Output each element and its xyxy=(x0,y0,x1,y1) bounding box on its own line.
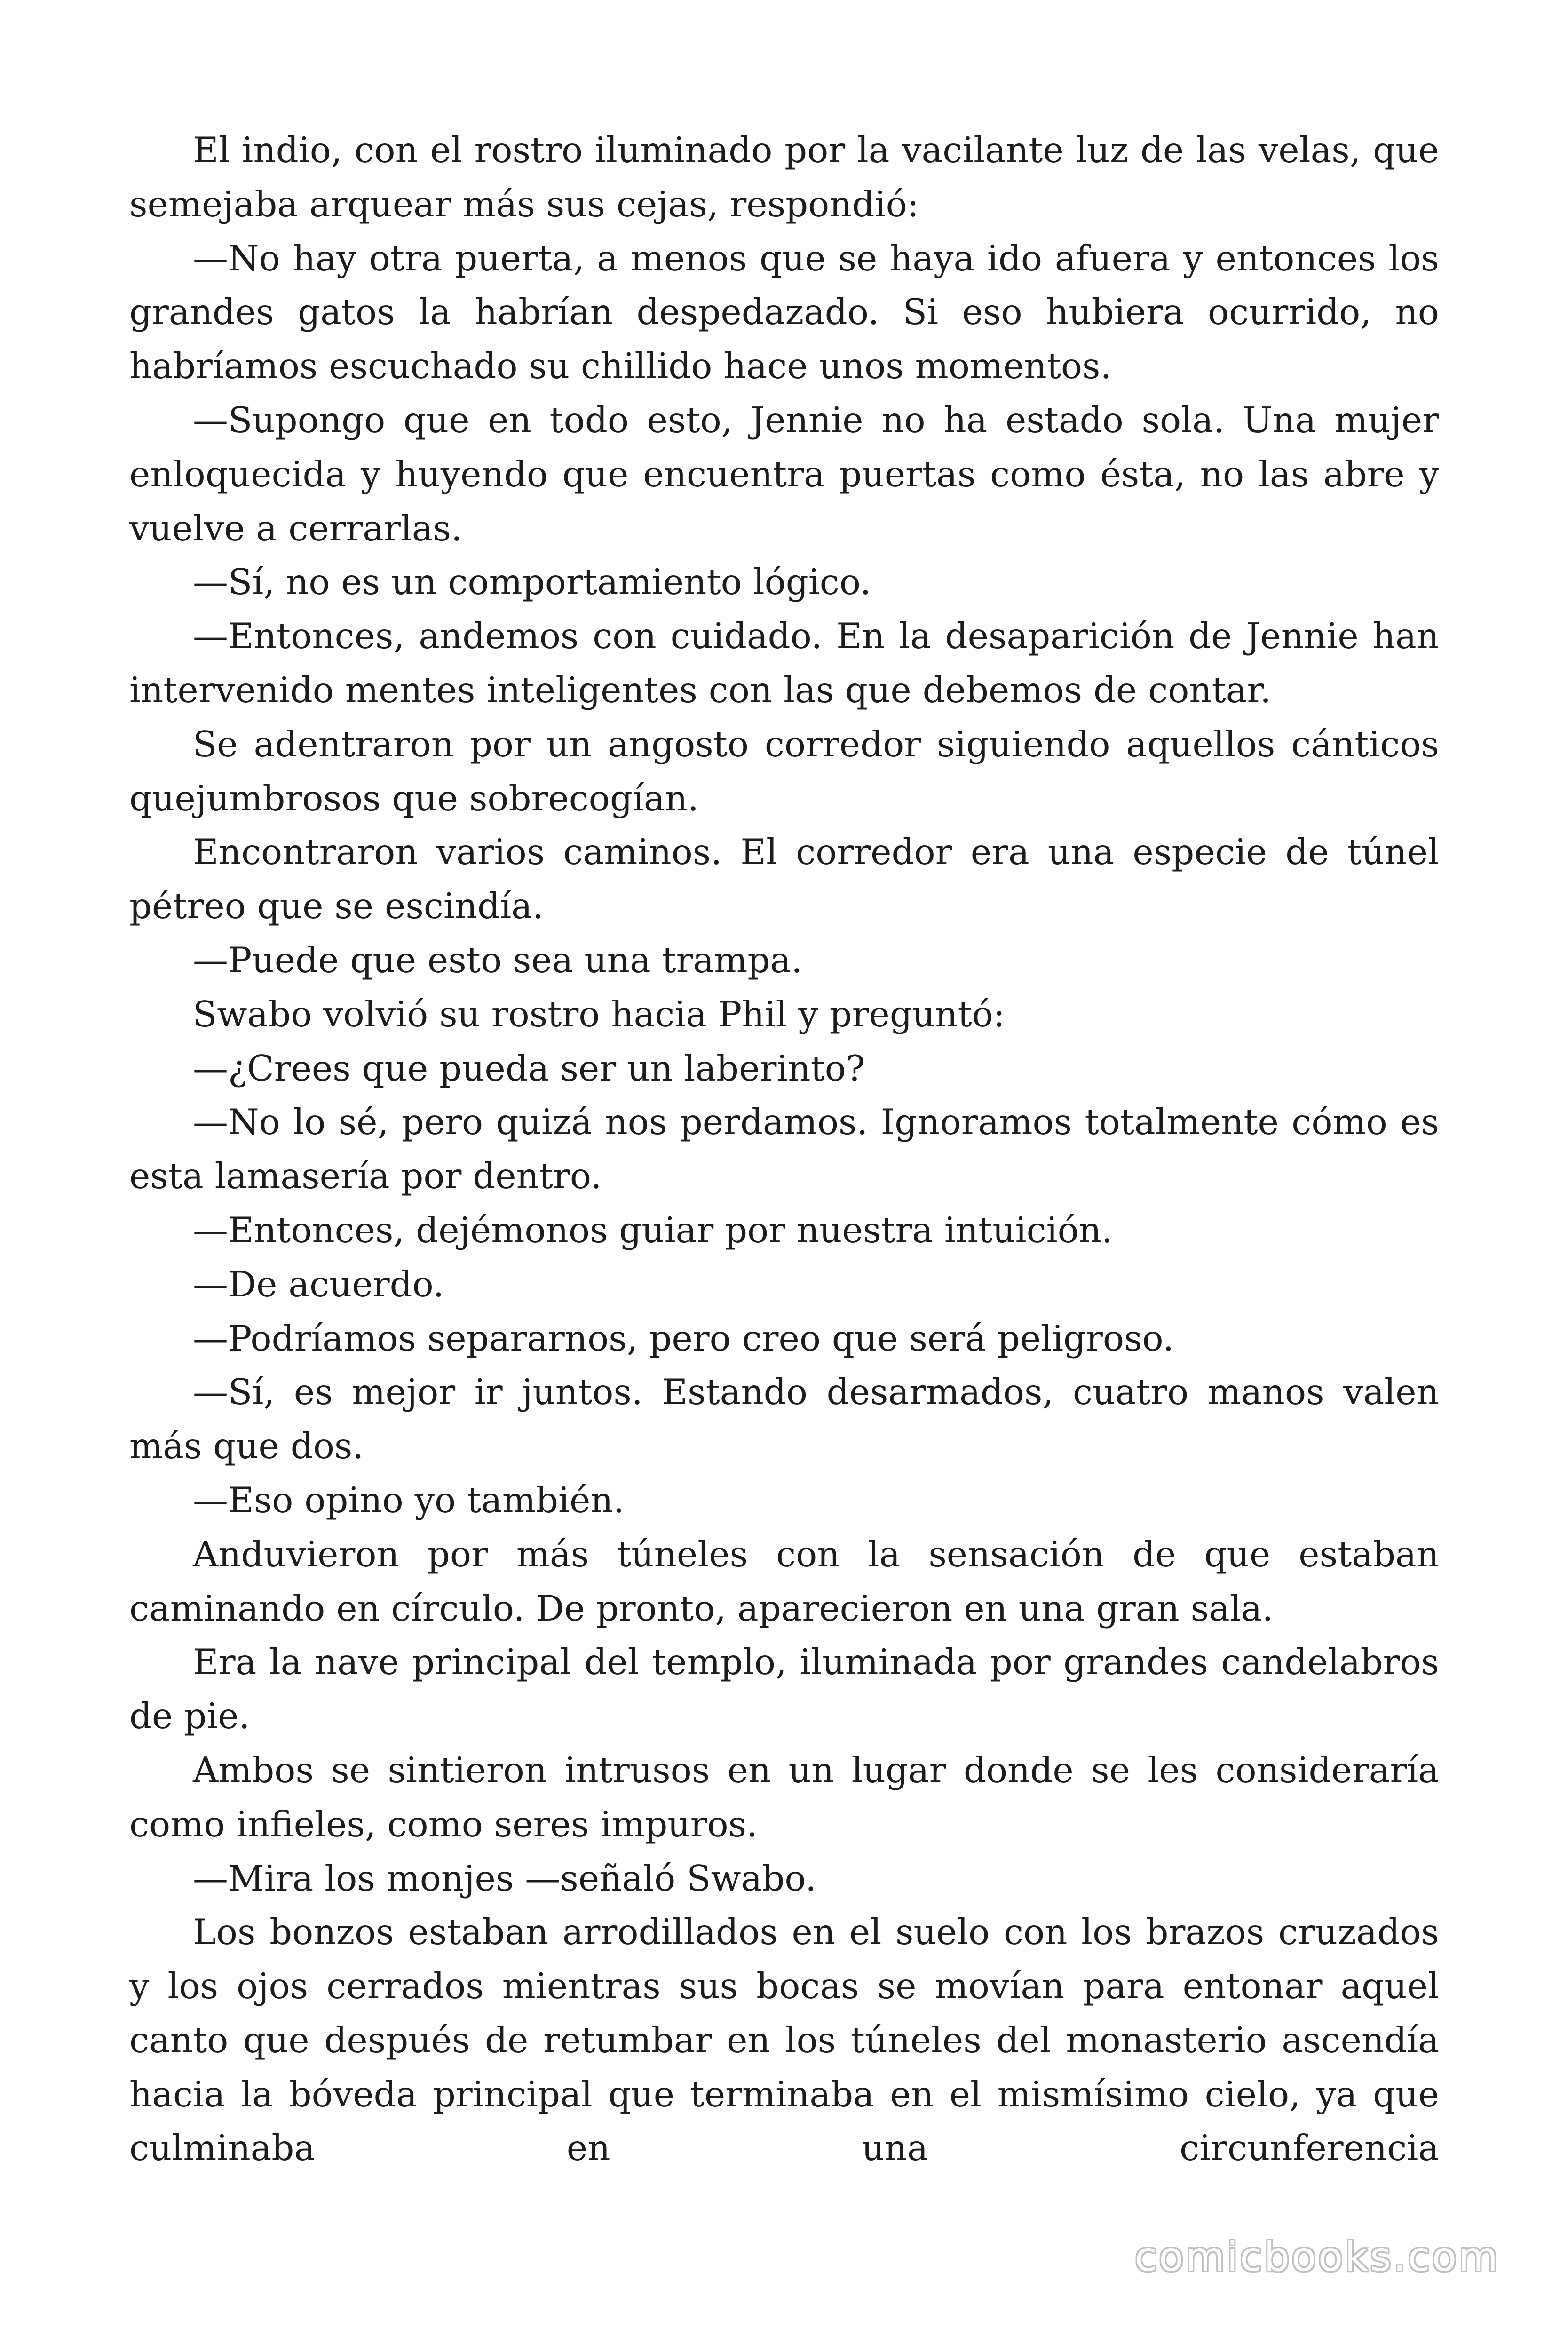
watermark: comicbooks.com xyxy=(1134,2233,1500,2280)
paragraph: —Puede que esto sea una trampa. xyxy=(193,939,802,981)
paragraph: —No lo sé, pero quizá nos perdamos. Ignoramos totalmente cómo es esta lamasería por dentro. xyxy=(129,1101,1439,1197)
paragraph: —Sí, no es un comportamiento lógico. xyxy=(193,561,871,603)
paragraph: —Podríamos separarnos, pero creo que será peligroso. xyxy=(193,1317,1174,1359)
paragraph: Era la nave principal del templo, iluminada por grandes candelabros de pie. xyxy=(129,1641,1439,1737)
paragraph: Swabo volvió su rostro hacia Phil y preguntó: xyxy=(193,993,1006,1035)
paragraph: —¿Crees que pueda ser un laberinto? xyxy=(193,1047,865,1089)
paragraph: —Supongo que en todo esto, Jennie no ha estado sola. Una mujer enloquecida y huyendo que encuentra puertas como ésta, no las abre y vuelve a cerrarlas. xyxy=(129,399,1439,549)
paragraph: Ambos se sintieron intrusos en un lugar donde se les consideraría como infieles, como seres impuros. xyxy=(129,1749,1439,1845)
paragraph: —No hay otra puerta, a menos que se haya ido afuera y entonces los grandes gatos la habrían despedazado. Si eso hubiera ocurrido, no habríamos escuchado su chillido hace unos momentos. xyxy=(129,237,1439,387)
paragraph: Anduvieron por más túneles con la sensación de que estaban caminando en círculo. De pronto, aparecieron en una gran sala. xyxy=(129,1533,1439,1629)
paragraph: El indio, con el rostro iluminado por la vacilante luz de las velas, que semejaba arquear más sus cejas, respondió: xyxy=(129,129,1439,225)
paragraph: —Entonces, dejémonos guiar por nuestra intuición. xyxy=(193,1209,1113,1251)
body-text xyxy=(129,123,1439,2175)
paragraph: Encontraron varios caminos. El corredor era una especie de túnel pétreo que se escindía. xyxy=(129,831,1439,927)
paragraph: Los bonzos estaban arrodillados en el suelo con los brazos cruzados y los ojos cerrados mientras sus bocas se movían para entonar aquel canto que después de retumbar en los túneles del monasterio ascendía hacia la bóveda principal que terminaba en el mismísimo cielo, ya que culminaba en una circunferencia xyxy=(129,1911,1439,2169)
paragraph: —Mira los monjes —señaló Swabo. xyxy=(193,1857,817,1899)
paragraph: —Sí, es mejor ir juntos. Estando desarmados, cuatro manos valen más que dos. xyxy=(129,1371,1439,1467)
paragraph: —Eso opino yo también. xyxy=(193,1479,625,1521)
paragraph: —De acuerdo. xyxy=(193,1263,444,1305)
paragraph: Se adentraron por un angosto corredor siguiendo aquellos cánticos quejumbrosos que sobrecogían. xyxy=(129,723,1439,819)
paragraph: —Entonces, andemos con cuidado. En la desaparición de Jennie han intervenido mentes inteligentes con las que debemos de contar. xyxy=(129,615,1439,711)
